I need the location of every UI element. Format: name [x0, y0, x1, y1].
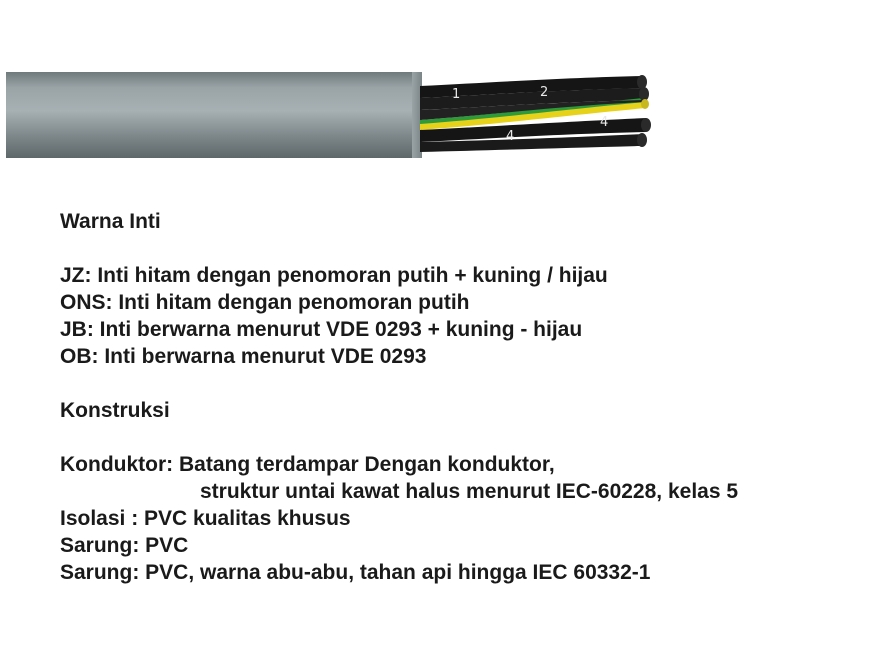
core-marking: 4 — [600, 115, 609, 130]
conductor-line: Konduktor: Batang terdampar Dengan konduktor, — [60, 453, 555, 476]
insulation-line: Isolasi : PVC kualitas khusus — [60, 507, 351, 530]
construction-heading: Konstruksi — [60, 399, 170, 422]
core-color-heading: Warna Inti — [60, 210, 161, 233]
sheath-line: Sarung: PVC — [60, 534, 189, 557]
core-color-line: OB: Inti berwarna menurut VDE 0293 — [60, 345, 427, 368]
core-marking: 4 — [506, 129, 515, 144]
core-marking: 1 — [452, 87, 461, 102]
cable-image — [0, 60, 870, 170]
core-color-line: ONS: Inti hitam dengan penomoran putih — [60, 291, 470, 314]
cable-sheath — [6, 72, 420, 158]
sheath-detail-line: Sarung: PVC, warna abu-abu, tahan api hingga IEC 60332-1 — [60, 561, 651, 584]
cable-spec-text — [60, 208, 850, 586]
core-color-line: JB: Inti berwarna menurut VDE 0293 + kuning - hijau — [60, 318, 583, 341]
conductor-line-continued: struktur untai kawat halus menurut IEC-60228, kelas 5 — [200, 480, 739, 503]
core-color-line: JZ: Inti hitam dengan penomoran putih + kuning / hijau — [60, 264, 608, 287]
core-marking: 2 — [540, 85, 549, 100]
